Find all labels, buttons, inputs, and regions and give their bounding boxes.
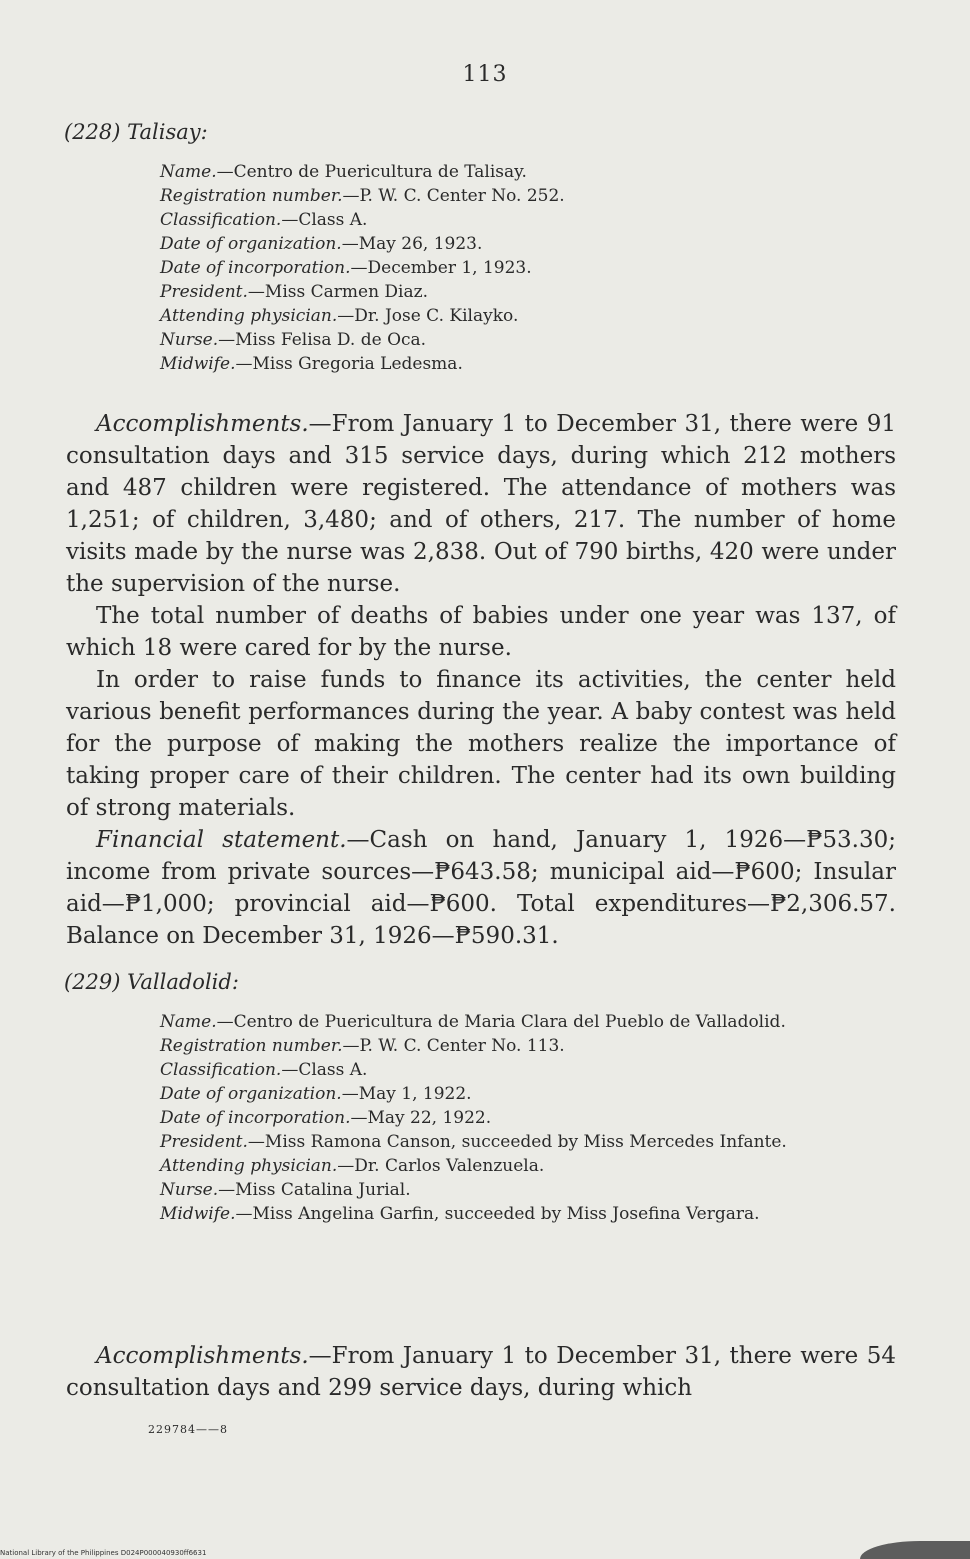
entry-date-of-organization: Date of organization.—May 1, 1922.: [160, 1084, 472, 1104]
entry-name: Name.—Centro de Puericultura de Maria Clara del Pueblo de Valladolid.: [160, 1012, 786, 1032]
entry-list-valladolid: [160, 1010, 900, 1226]
entry-nurse: Nurse.—Miss Felisa D. de Oca.: [160, 330, 427, 350]
entry-midwife: Midwife.—Miss Gregoria Ledesma.: [160, 354, 463, 374]
entry-date-of-incorporation: Date of incorporation.—May 22, 1922.: [160, 1108, 492, 1128]
entry-registration-number: Registration number.—P. W. C. Center No. 113.: [160, 1036, 565, 1056]
section-number: (229): [64, 970, 121, 994]
section-place: Valladolid:: [127, 970, 239, 994]
section-heading-valladolid: [64, 970, 239, 994]
paragraph-accomplishments: Accomplishments.—From January 1 to December 31, there were 91 consultation days and 315 service days, during which 212 mothers and 487 children were registered. The attendance of mothers was 1,251; of children, 3,480; and of others, 217. The number of home visits made by the nurse was 2,838. Out of 790 births, 420 were under the supervision of the nurse.: [66, 411, 896, 597]
entry-name: Name.—Centro de Puericultura de Talisay.: [160, 162, 527, 182]
entry-attending-physician: Attending physician.—Dr. Carlos Valenzuela.: [160, 1156, 545, 1176]
entry-midwife: Midwife.—Miss Angelina Garfin, succeeded by Miss Josefina Vergara.: [160, 1204, 760, 1224]
library-stamp: National Library of the Philippines D024P000040930ff6631: [0, 1549, 207, 1557]
entry-nurse: Nurse.—Miss Catalina Jurial.: [160, 1180, 411, 1200]
paragraph-funds: In order to raise funds to finance its activities, the center held various benefit performances during the year. A baby contest was held for the purpose of making the mothers realize the importance of taking proper care of their children. The center had its own building of strong materials.: [66, 667, 896, 821]
entry-registration-number: Registration number.—P. W. C. Center No. 252.: [160, 186, 565, 206]
paragraph-accomplishments: Accomplishments.—From January 1 to December 31, there were 54 consultation days and 299 service days, during which: [66, 1343, 896, 1401]
section-heading-talisay: [64, 120, 208, 144]
paragraph-deaths: The total number of deaths of babies under one year was 137, of which 18 were cared for by the nurse.: [66, 603, 896, 661]
paragraphs-talisay: [66, 408, 896, 952]
section-number: (228): [64, 120, 121, 144]
entry-classification: Classification.—Class A.: [160, 1060, 368, 1080]
entry-classification: Classification.—Class A.: [160, 210, 368, 230]
entry-attending-physician: Attending physician.—Dr. Jose C. Kilayko.: [160, 306, 519, 326]
page-number: 113: [462, 62, 508, 87]
scan-shadow: [860, 1541, 970, 1559]
entry-date-of-incorporation: Date of incorporation.—December 1, 1923.: [160, 258, 532, 278]
entry-president: President.—Miss Ramona Canson, succeeded by Miss Mercedes Infante.: [160, 1132, 787, 1152]
entry-president: President.—Miss Carmen Diaz.: [160, 282, 428, 302]
section-place: Talisay:: [127, 120, 208, 144]
paragraphs-valladolid: [66, 1340, 896, 1404]
printer-signature-code: 229784——8: [148, 1423, 228, 1436]
paragraph-financial-statement: Financial statement.—Cash on hand, January 1, 1926—₱53.30; income from private sources—₱643.58; municipal aid—₱600; Insular aid—₱1,000; provincial aid—₱600. Total expenditures—₱2,306.57. Balance on December 31, 1926—₱590.31.: [66, 827, 896, 949]
entry-date-of-organization: Date of organization.—May 26, 1923.: [160, 234, 483, 254]
entry-list-talisay: [160, 160, 900, 376]
